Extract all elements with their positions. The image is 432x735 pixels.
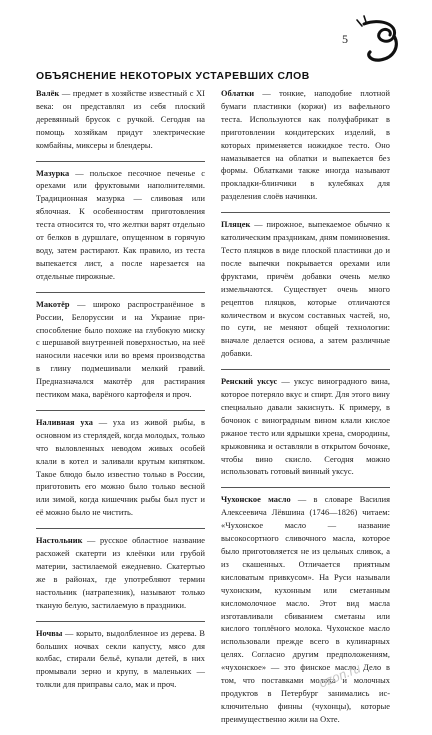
glossary-entry-plyatsek xyxy=(221,219,390,361)
glossary-entry-mazurka xyxy=(36,168,205,284)
entry-definition: — корыто, выдолбленное из дерева. В больших ночвах секли капусту, мясо для колбас, стирали бельё, купали детей, в них промывали зерно и крупу, в маленьких — толкли для приправы сало, мак и проч. xyxy=(36,628,205,690)
entry-divider xyxy=(36,292,205,293)
entry-term: Ночвы xyxy=(36,628,63,638)
entry-term: Ренский уксус xyxy=(221,377,278,387)
entry-term: Макотёр xyxy=(36,299,70,309)
entry-term: Мазурка xyxy=(36,168,70,178)
section-title: ОБЪЯСНЕНИЕ НЕКОТОРЫХ УСТАРЕВШИХ СЛОВ xyxy=(36,71,310,82)
entry-definition: — тонкие, наподобие плотной бумаги пластинки (коржи) из вафельного теста. Используются как полуфабрикат в приготовлении кондитерских изделий, в которых применяется ножидкое тесто. Оно намазывается на облатки и выпекается без формы. Облатками также иногда называют прокладки-блинчики в кулебяках для разделения слоёв начинки. xyxy=(221,89,390,202)
entry-term: Чухонское масло xyxy=(221,495,291,505)
glossary-entry-chukhonskoe-maslo xyxy=(221,494,390,726)
entry-divider xyxy=(36,621,205,622)
glossary-entry-oblatki xyxy=(221,88,390,204)
entry-definition: — русское областное название расхожей скатерти из клеёнки или грубой материи, застилаемой ежедневно. Скатертью же в районах, где употребляют термин настольник (натрапезник), называют только тканую белую, застилаемую в праздники. xyxy=(36,536,205,610)
entry-divider xyxy=(36,161,205,162)
entry-definition: — уксус виноградного вина, которое потеряло вкус и спирт. Для этого вину специально давали закиснуть. К примеру, в бочонок с виноградным вином клали кислое ржаное тесто или ядрышки хрена, смородины, крыжовника и оставляли в открытом бочонке, чтобы вино скисло. Сегодня можно использовать готовый винный уксус. xyxy=(221,377,391,477)
entry-definition: — пирожное, выпекаемое обычно к католическим праздникам, дням поминовения. Тесто пляцков в виде плоской пластинки до и после выпечки покрывается орехами или фруктами, причём добавки очень мелко измельчаются. Существует очень много рецептов пляцков, которые отличаются количеством и вкусом составных частей, но, по сути, не меняют общей технологии: вначале делается основа, а затем различные добавки. xyxy=(221,220,390,359)
entry-term: Пляцек xyxy=(221,220,251,230)
entry-divider xyxy=(221,369,390,370)
glossary-entry-makoter xyxy=(36,299,205,402)
entry-term: Облатки xyxy=(221,89,255,98)
glossary-entry-nastolnik xyxy=(36,535,205,612)
entry-divider xyxy=(36,410,205,411)
page-number: 5 xyxy=(342,32,348,46)
glossary-entry-nalivnaya-ukha xyxy=(36,417,205,520)
entry-term: Валёк xyxy=(36,89,60,98)
entry-definition: — польское песочное печенье с орехами или фруктовыми наполнителями. Традиционная мазурка — сливовая или яблочная. К особенностям приготовления теста относится то, что желтки варят отдельно от белков в дуршлаге, опущенном в горячую воду, затем растирают. Как правило, из теста выпекается лист, а после нарезается на отдельные пирожные. xyxy=(36,168,205,281)
swirl-ornament-icon xyxy=(354,14,406,64)
entry-divider xyxy=(221,212,390,213)
entry-definition: — широко распространённое в России, Белоруссии и на Украине приспособление было похоже на глубокую миску с шершавой внутренней поверхностью, на неё наносили насечки или во время производства в глину подмешивали мелкий гравий. Предназначался макотёр для растирания пестиком мака, варёного картофеля и проч. xyxy=(36,299,205,400)
entry-definition: — уха из живой рыбы, в основном из стерлядей, когда молодых, только что выловленных неводом живых особей клали в котел и заливали крутым кипятком. Такое блюдо было известно только в России, приготовить его можно было только весной или зимой, когда кишечник рыбы был пуст и её можно было не чистить. xyxy=(36,417,205,518)
left-column xyxy=(36,88,205,700)
watermark: ozon.ru xyxy=(316,660,363,691)
entry-definition: — в словаре Василия Алексеевича Лёвшина (1746—1826) читаем: «Чухонское масло — название высокосортного сливочного масла, которое было приготовляется не из цельных сливок, а из скашенных. Отличается приятным кисловатым привкусом». На Руси называли чухонским, кухонным или сметанным кисломолочное масло. Этот вид масла изготавливали сбиванием сметаны или кислого топлёного молока. Чухонское масло использовали прежде всего в кулинарных целях. Согласно другим предположениям, «чухонское» — это финское масло. Дело в том, что поставками молока и молочных продуктов в Петербург занимались исключительно финны (чухонцы), которые преимущественно жили на Охте. xyxy=(221,495,390,724)
glossary-entry-valek xyxy=(36,88,205,153)
entry-term: Наливная уха xyxy=(36,417,93,427)
right-column xyxy=(221,88,390,735)
entry-definition: — предмет в хозяйстве известный с XI века: он представлял из себя плоский деревянный брусок с ручкой. Сегодня на помощь хозяйкам придут электрические комбайны, миксеры и блендеры. xyxy=(36,89,205,150)
glossary-entry-nochvy xyxy=(36,628,205,693)
glossary-entry-rensky-uksus xyxy=(221,376,390,479)
entry-divider xyxy=(221,487,390,488)
entry-divider xyxy=(36,528,205,529)
entry-term: Настольник xyxy=(36,536,83,546)
